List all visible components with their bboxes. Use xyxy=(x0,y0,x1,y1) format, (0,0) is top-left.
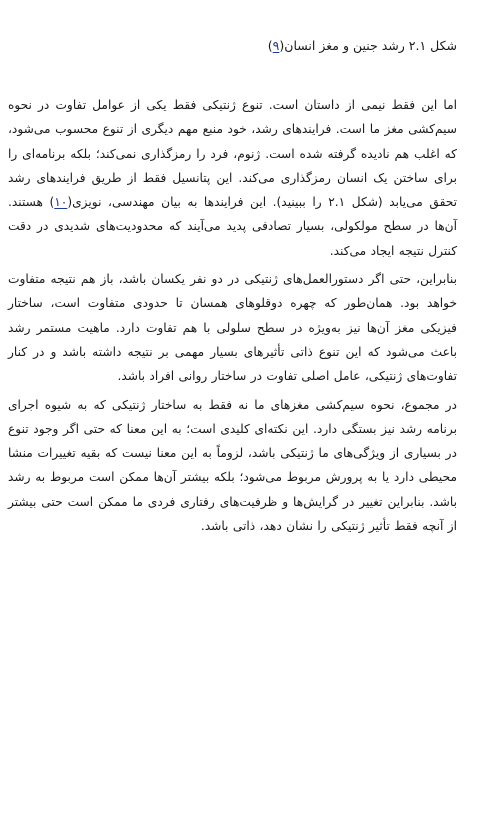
paragraph-1-text-after: ) هستند. آن‌ها در سطح مولکولی، بسیار تصادفی پدید می‌آیند که محدودیت‌های شدیدی در دقت کنترل نتیجه ایجاد می‌کند. xyxy=(8,195,457,258)
figure-reference-link[interactable]: ۹ xyxy=(272,38,280,53)
figure-ref-close: ) xyxy=(267,38,273,53)
paragraph-1 xyxy=(8,93,457,263)
figure-ref-open: ( xyxy=(279,38,285,53)
figure-caption xyxy=(8,36,457,56)
figure-caption-text: شکل ۲.۱ رشد جنین و مغز انسان xyxy=(284,38,457,53)
book-page xyxy=(8,0,457,835)
citation-link[interactable]: ۱۰ xyxy=(54,195,68,210)
paragraph-1-text-before: اما این فقط نیمی از داستان است. تنوع ژنتیکی فقط یکی از عوامل تفاوت در نحوه سیم‌کشی مغز ما است. فرایندهای رشد، خود منبع مهم دیگری از تنوع محسوب می‌شود، که اغلب هم نادیده گرفته شده است. ژنوم، فرد را رمزگذاری نمی‌کند؛ بلکه برنامه‌ای را برای ساختن یک انسان رمزگذاری می‌کند. این پتانسیل فقط از طریق فرایندهای رشد تحقق می‌یابد (شکل ۲.۱ را ببینید). این فرایندها به بیان مهندسی، نویزی( xyxy=(8,98,457,210)
paragraph-3: در مجموع، نحوه سیم‌کشی مغزهای ما نه فقط به ساختار ژنتیکی که به شیوه اجرای برنامه رشد نیز بستگی دارد. این نکته‌ای کلیدی است؛ به این معنا که حتی اگر وجود تنوع در بسیاری از ویژگی‌های ما ژنتیکی باشد، لزوماً به این معنا نیست که بقیه تغییرات منشا محیطی دارد یا به پرورش مربوط می‌شود؛ بلکه بیشتر آن‌ها ممکن است مربوط به رشد باشد. بنابراین تغییر در گرایش‌ها و ظرفیت‌های رفتاری فردی ما ممکن است حتی بیشتر از آنچه فقط تأثیر ژنتیکی را نشان دهد، ذاتی باشد. xyxy=(8,397,457,534)
paragraph-2: بنابراین، حتی اگر دستورالعمل‌های ژنتیکی در دو نفر یکسان باشد، باز هم نتیجه متفاوت خواهد بود. همان‌طور که چهره دوقلوهای همسان تا حدودی متفاوت است، ساختار فیزیکی مغز آن‌ها نیز به‌ویژه در سطح سلولی با هم تفاوت دارد. ماهیت مستمر رشد باعث می‌شود که این تنوع ذاتی تأثیرهای بسیار مهمی بر نتیجه داشته باشد و در کنار تفاوت‌های ژنتیکی، عامل اصلی تفاوت در ساختار روانی افراد باشد. xyxy=(8,272,457,384)
body-text xyxy=(8,93,457,538)
